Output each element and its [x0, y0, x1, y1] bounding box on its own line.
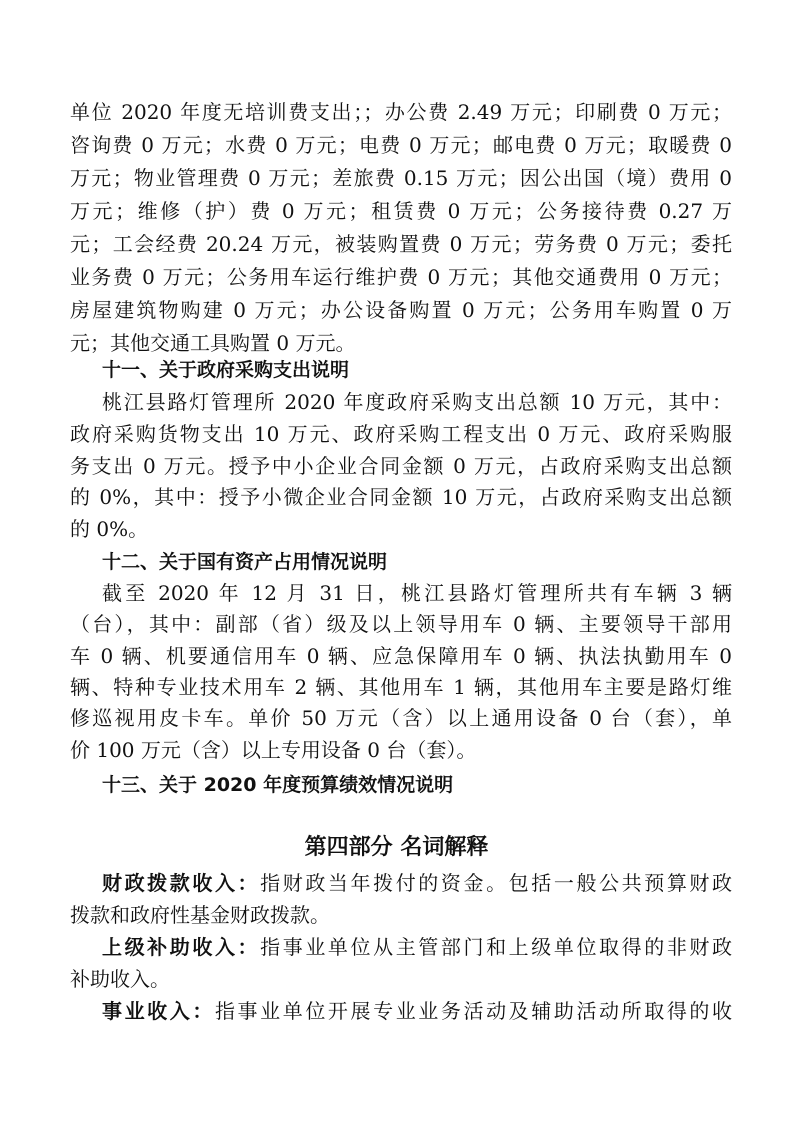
text-line: 价 100 万元（含）以上专用设备 0 台（套）。	[70, 738, 477, 762]
text-line: 务支出 0 万元。授予中小企业合同金额 0 万元，占政府采购支出总额	[70, 454, 732, 478]
text-line: 补助收入。	[70, 967, 170, 991]
text-line: （台），其中：副部（省）级及以上领导用车 0 辆、主要领导干部用	[70, 612, 732, 636]
text-line: 政府采购货物支出 10 万元、政府采购工程支出 0 万元、政府采购服	[70, 422, 732, 446]
text-line: 拨款和政府性基金财政拨款。	[70, 903, 330, 927]
term-label: 事业收入：	[102, 999, 215, 1023]
term-line	[102, 867, 732, 899]
section-heading: 十一、关于政府采购支出说明	[102, 359, 350, 381]
text-line: 万元；维修（护）费 0 万元；租赁费 0 万元；公务接待费 0.27 万	[70, 199, 732, 223]
text-line: 元；工会经费 20.24 万元，被装购置费 0 万元；劳务费 0 万元；委托	[70, 232, 732, 256]
term-label: 财政拨款收入：	[102, 871, 261, 895]
text-line: 截至 2020 年 12 月 31 日，桃江县路灯管理所共有车辆 3 辆	[102, 581, 732, 605]
text-line: 辆、特种专业技术用车 2 辆、其他用车 1 辆，其他用车主要是路灯维	[70, 675, 732, 699]
text-line: 桃江县路灯管理所 2020 年度政府采购支出总额 10 万元，其中：	[102, 390, 732, 414]
text-line: 车 0 辆、机要通信用车 0 辆、应急保障用车 0 辆、执法执勤用车 0	[70, 644, 732, 668]
section-heading: 十三、关于 2020 年度预算绩效情况说明	[102, 774, 454, 796]
text-line: 业务费 0 万元；公务用车运行维护费 0 万元；其他交通费用 0 万元；	[70, 265, 732, 289]
term-label: 上级补助收入：	[102, 935, 261, 959]
text-line: 房屋建筑物购建 0 万元；办公设备购置 0 万元；公务用车购置 0 万	[70, 298, 732, 322]
text-line: 的 0%。	[70, 517, 149, 541]
term-definition: 指事业单位开展专业业务活动及辅助活动所取得的收	[214, 999, 733, 1023]
part-title: 第四部分 名词解释	[304, 835, 489, 860]
term-definition: 指事业单位从主管部门和上级单位取得的非财政	[260, 935, 733, 959]
text-line: 元；其他交通工具购置 0 万元。	[70, 331, 356, 355]
term-line	[102, 931, 732, 963]
text-line: 万元；物业管理费 0 万元；差旅费 0.15 万元；因公出国（境）费用 0	[70, 166, 732, 190]
term-definition: 指财政当年拨付的资金。包括一般公共预算财政	[260, 871, 733, 895]
text-line: 单位 2020 年度无培训费支出；；办公费 2.49 万元；印刷费 0 万元；	[70, 100, 732, 124]
text-line: 咨询费 0 万元；水费 0 万元；电费 0 万元；邮电费 0 万元；取暖费 0	[70, 133, 732, 157]
text-line: 的 0%，其中：授予小微企业合同金额 10 万元，占政府采购支出总额	[70, 485, 732, 509]
term-line	[102, 995, 732, 1027]
text-line: 修巡视用皮卡车。单价 50 万元（含）以上通用设备 0 台（套），单	[70, 706, 732, 730]
section-heading: 十二、关于国有资产占用情况说明	[102, 551, 388, 573]
